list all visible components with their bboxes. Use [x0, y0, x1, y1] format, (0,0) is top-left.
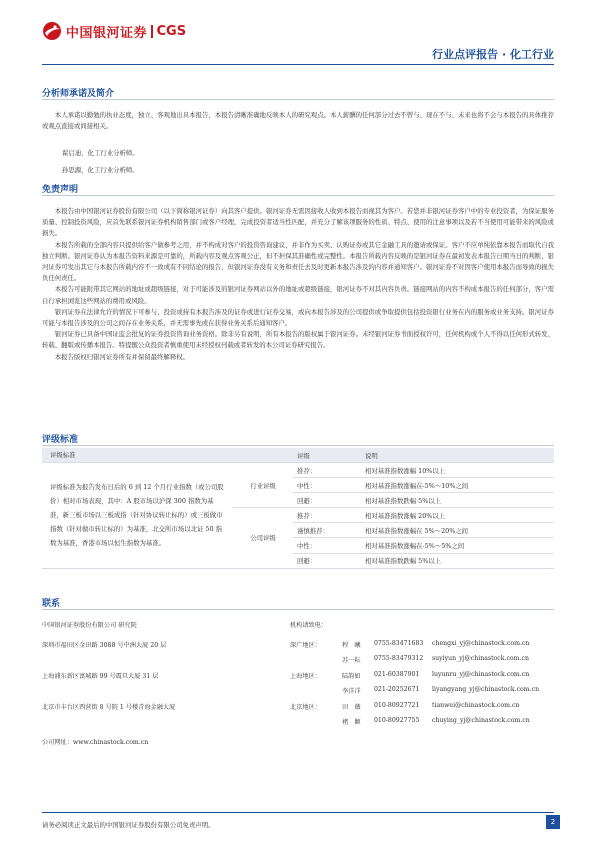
industry-rating-label: 行业评级: [233, 463, 293, 508]
contact-email[interactable]: tianwei@chinastock.com.cn: [432, 702, 520, 709]
region-label: 上海地区：: [290, 673, 321, 680]
sales-label: 机构请致电：: [290, 622, 328, 629]
page-number: 2: [546, 815, 560, 829]
table-row: 评级标准为报告发布日后的 6 到 12 个月行业指数（或公司股价）相对市场表现，其中：A 股市场以沪深 300 指数为基准，新三板市场以三板成指（针对协议转让标的）或三板做市指数（针对做市转让标的）为基准，北交所市场以北证 50 指数为基准，香港市场以恒生指数为基准。 行业评级 推荐： 相对基准指数涨幅 10%以上: [42, 463, 554, 478]
disclaimer-section-title: 免责声明: [42, 185, 79, 195]
logo: [42, 20, 186, 42]
region-label: 北京地区：: [290, 704, 321, 711]
rating-table: [42, 448, 554, 569]
disclaimer-section-divider: [42, 195, 554, 196]
analyst-name: 孙思源，化工行业分析师。: [62, 166, 139, 174]
contact-email[interactable]: luyunru_yj@chinastock.com.cn: [432, 671, 530, 678]
contact-email[interactable]: liyangyang_yj@chinastock.com.cn: [432, 686, 540, 693]
contact-phone: 010-80927755: [374, 717, 420, 724]
office-address: 深圳市福田区金田路 3088 号中洲大厦 20 层: [42, 642, 167, 649]
table-row: 回避： 相对基准指数跌幅 5%以上: [42, 493, 554, 508]
footer-divider: [42, 812, 554, 813]
analyst-section-title: 分析师承诺及简介: [42, 89, 115, 99]
disclaimer-paragraph: 银河证券已具备中国证监会批复的证券投资咨询业务资格。除非另有说明，所有本报告的版权属于银河证券。未经银河证券书面授权许可，任何机构或个人不得以任何形式转发、转载、翻版或传播本报告。特提醒公众投资者慎重使用未经授权刊载或者转发的本公司证券研究报告。: [42, 330, 554, 350]
contact-email[interactable]: suyiyun_yj@chinastock.com.cn: [432, 655, 529, 662]
contact-phone: 021-20252671: [374, 686, 420, 693]
analyst-section-divider: [42, 99, 554, 100]
contact-name: 陆韵如: [342, 673, 361, 680]
contact-phone: 021-60387901: [374, 671, 420, 678]
region-label: 深广地区：: [290, 642, 321, 649]
analyst-name: 翟启迪，化工行业分析师。: [62, 149, 139, 157]
table-row: 谨慎推荐： 相对基准指数涨幅在 5%～20%之间: [42, 523, 554, 538]
contact-phone: 010-80927721: [374, 702, 420, 709]
table-row: 中性： 相对基准指数涨幅在-5%～10%之间: [42, 478, 554, 493]
office-address: 北京市丰台区西营街 8 号院 1 号楼青海金融大厦: [42, 704, 176, 711]
analyst-statement: 本人承诺以勤勉的执业态度，独立、客观地出具本报告，本报告清晰准确地反映本人的研究观点。本人薪酬的任何部分过去不曾与、现在不与、未来也将不会与本报告的具体推荐或观点直接或间接相关。: [42, 111, 554, 131]
report-type: 行业点评报告 · 化工行业: [432, 48, 554, 61]
contact-section-title: 联系: [42, 599, 61, 609]
contact-email[interactable]: chengxi_yj@chinastock.com.cn: [432, 640, 530, 647]
galaxy-logo-icon: [42, 21, 62, 41]
rating-standard-text: 评级标准为报告发布日后的 6 到 12 个月行业指数（或公司股价）相对市场表现，其中：A 股市场以沪深 300 指数为基准，新三板市场以三板成指（针对协议转让标的）或三板做市指数（针对做市转让标的）为基准，北交所市场以北证 50 指数为基准，香港市场以恒生指数为基准。: [42, 463, 233, 569]
contact-name: 李洋洋: [342, 688, 361, 695]
disclaimer-paragraph: 本报告由中国银河证券股份有限公司（以下简称银河证券）向其客户提供。银河证券无需因接收人收到本报告而视其为客户。若您并非银河证券客户中的专业投资者，为保证服务质量、控制投资风险，应首先联系银河证券机构销售部门或客户经理，完成投资者适当性匹配，并充分了解该项服务的性质、特点、使用的注意事项以及若不当使用可能带来的风险或损失。: [42, 207, 554, 238]
contact-section-divider: [42, 609, 554, 610]
table-row: 中性： 相对基准指数涨幅在-5%～5%之间: [42, 538, 554, 553]
disclaimer-body: [42, 206, 554, 363]
disclaimer-paragraph: 本报告版权归银河证券所有并保留最终解释权。: [54, 352, 189, 361]
contact-phone: 0755-83471683: [374, 640, 424, 647]
contact-name: 田 薇: [342, 704, 361, 711]
table-row: 回避： 相对基准指数跌幅 5%以上: [42, 553, 554, 568]
contact-name: 褚 颖: [342, 719, 361, 726]
office-address: 上海浦东新区富城路 99 号震旦大厦 31 层: [42, 673, 159, 680]
contact-email[interactable]: chuying_yj@chinastock.com.cn: [432, 717, 530, 724]
disclaimer-paragraph: 本报告可能附带其它网站的地址或超级链接，对于可能涉及的银河证券网站以外的地址或超级链接，银河证券不对其内容负责。链接网站的内容不构成本报告的任何部分，客户需自行承担浏览这些网站的费用或风险。: [42, 285, 554, 305]
table-row: 公司评级 推荐： 相对基准指数涨幅 20%以上: [42, 508, 554, 523]
company-website[interactable]: 公司网址：www.chinastock.com.cn: [42, 739, 149, 746]
logo-english-name: CGS: [156, 23, 187, 39]
header-divider: [42, 64, 554, 65]
rating-section-title: 评级标准: [42, 435, 79, 445]
rating-section-divider: [42, 445, 554, 446]
institute-name: 中国银河证券股份有限公司 研究院: [42, 622, 137, 629]
company-rating-label: 公司评级: [233, 508, 293, 568]
rating-table-wrap: [42, 448, 554, 569]
contact-phone: 0755-83479312: [374, 655, 424, 662]
logo-chinese-name: 中国银河证券: [66, 25, 148, 41]
contact-name: 程 曦: [342, 642, 361, 649]
disclaimer-paragraph: 银河证券在法律允许的情况下可参与、投资或持有本报告涉及的证券或进行证券交易，或向本报告涉及的公司提供或争取提供包括投资银行业务在内的服务或业务支持。银河证券可能与本报告涉及的公司之间存在业务关系，并无需事先或在获得业务关系后通知客户。: [42, 307, 554, 328]
rating-table-header: 评级标准 评级 说明: [42, 448, 554, 463]
logo-divider: [151, 25, 153, 38]
disclaimer-paragraph: 本报告所载的全部内容只提供给客户做参考之用，并不构成对客户的投资咨询建议，并非作为买卖、认购证券或其它金融工具的邀请或保证。客户不应单纯依靠本报告而取代自我独立判断。银河证券认为本报告资料来源是可靠的，所载内容及观点客观公正，但不担保其准确性或完整性。本报告所载内容反映的是银河证券在最初发表本报告日期当日的判断，银河证券可发出其它与本报告所载内容不一致或有不同结论的报告，但银河证券没有义务和责任去及时更新本报告涉及的内容并通知客户。银河证券不对因客户使用本报告而导致的损失负任何责任。: [42, 240, 554, 283]
contact-name: 苏一耘: [342, 657, 361, 664]
footer-disclaimer-note: 请务必阅读正文最后的中国银河证券股份有限公司免责声明。: [42, 821, 215, 829]
